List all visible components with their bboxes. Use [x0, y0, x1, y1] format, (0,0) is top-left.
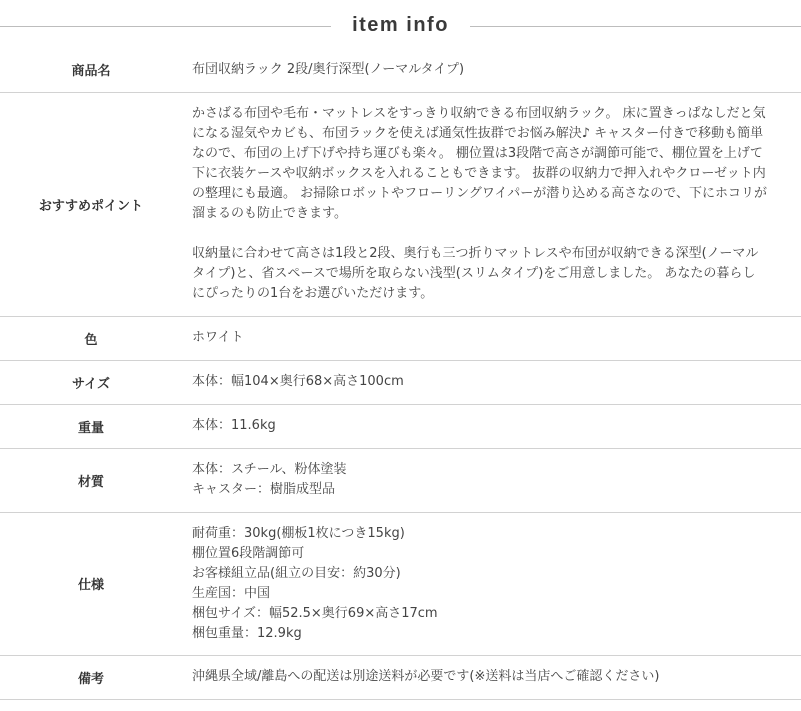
text-line: 溜まるのも防止できます。: [192, 206, 347, 221]
value-product-name: [182, 48, 801, 92]
value-notes: [182, 655, 801, 699]
text-line: にぴったりの1台をお選びいただけます。: [192, 286, 434, 301]
value-recommend-points: [182, 92, 801, 316]
value-weight: [182, 404, 801, 448]
text-line: の整理にも最適。 お掃除ロボットやフローリングワイパーが潜り込める高さなので、下にホコリが: [192, 186, 767, 201]
label-color: 色: [84, 332, 98, 348]
paragraph-1: [192, 104, 779, 224]
value-size: [182, 360, 801, 404]
label-notes: 備考: [77, 671, 104, 687]
section-header: [0, 0, 801, 44]
row-size: [0, 360, 801, 404]
text-line: タイプ)と、省スペースで場所を取らない浅型(スリムタイプ)をご用意しました。 あなたの暮らし: [192, 266, 756, 281]
row-recommend-points: [0, 92, 801, 316]
text-line: なので、布団の上げ下げや持ち運びも楽々。 棚位置は3段階で高さが調節可能で、棚位置を上げて: [192, 146, 763, 161]
label-material: 材質: [77, 474, 104, 490]
row-material: [0, 448, 801, 512]
value-color: [182, 316, 801, 360]
row-specs: [0, 512, 801, 655]
value-line: 生産国：中国: [192, 585, 271, 601]
value-line: キャスター：樹脂成型品: [192, 482, 336, 497]
label-product-name: 商品名: [71, 64, 111, 80]
value-line: 棚位置6段階調節可: [192, 545, 305, 561]
value-line: 梱包サイズ：幅52.5×奥行69×高さ17cm: [192, 605, 438, 621]
header-divider-left: [0, 26, 331, 27]
text-line: 収納量に合わせて高さは1段と2段、奥行も三つ折りマットレスや布団が収納できる深型(ノーマル: [192, 246, 759, 261]
value-line: ホワイト: [192, 330, 244, 345]
label-size: サイズ: [72, 376, 110, 392]
section-title: item info: [352, 14, 449, 36]
label-recommend-points: おすすめポイント: [38, 198, 144, 214]
header-divider-right: [470, 26, 801, 27]
value-line: 布団収納ラック 2段/奥行深型(ノーマルタイプ): [192, 61, 465, 77]
item-info-table: [0, 48, 801, 700]
value-line: 本体：幅104×奥行68×高さ100cm: [192, 374, 404, 389]
value-line: 梱包重量：12.9kg: [192, 625, 302, 641]
label-weight: 重量: [77, 420, 104, 436]
paragraph-2: [192, 244, 779, 304]
value-line: 耐荷重：30kg(棚板1枚につき15kg): [192, 525, 405, 541]
text-line: かさばる布団や毛布・マットレスをすっきり収納できる布団収納ラック。 床に置きっぱなしだと気: [192, 106, 766, 121]
value-line: 沖縄県全域/離島への配送は別途送料が必要です(※送料は当店へご確認ください): [192, 669, 660, 684]
value-material: [182, 448, 801, 512]
row-weight: [0, 404, 801, 448]
row-color: [0, 316, 801, 360]
value-line: 本体：11.6kg: [192, 418, 276, 433]
value-line: お客様組立品(組立の目安：約30分): [192, 565, 401, 581]
row-product-name: [0, 48, 801, 92]
value-specs: [182, 512, 801, 655]
row-notes: [0, 655, 801, 699]
text-line: になる湿気やカビも、布団ラックを使えば通気性抜群でお悩み解決♪ キャスター付きで移動も簡単: [192, 126, 764, 141]
label-specs: 仕様: [77, 578, 104, 593]
value-line: 本体：スチール、粉体塗装: [192, 462, 347, 477]
text-line: 下に衣装ケースや収納ボックスを入れることもできます。 抜群の収納力で押入れやクローゼット内: [192, 166, 766, 181]
